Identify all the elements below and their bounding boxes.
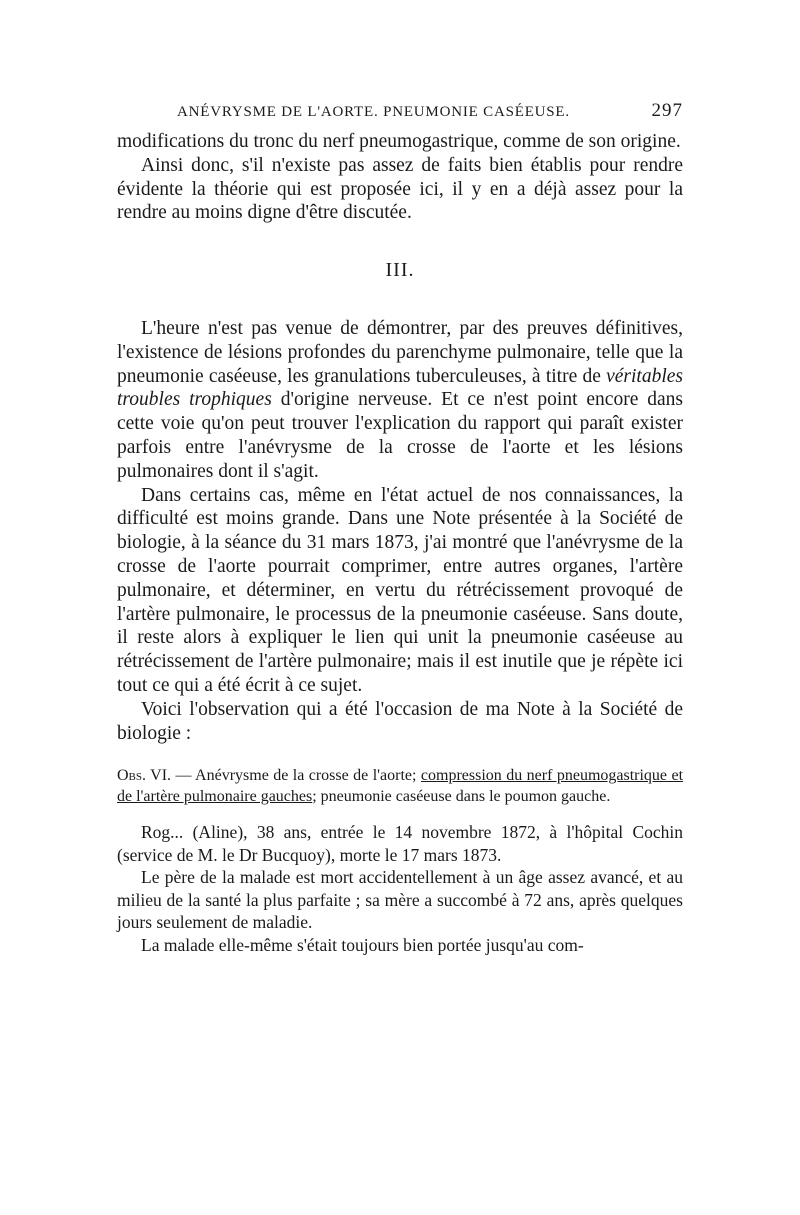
observation-label: Obs. VI. [117, 767, 172, 785]
page-number: 297 [651, 100, 683, 121]
paragraph-1: modifications du tronc du nerf pneumogastrique, comme de son origine. [117, 131, 681, 152]
paragraph-3 [117, 317, 683, 484]
paragraph-2: Ainsi donc, s'il n'existe pas assez de faits bien établis pour rendre évidente la théorie qui est proposée ici, il y en a déjà assez pour la rendre au moins digne d'être discutée. [117, 154, 683, 224]
paragraph-3-end: d'origine nerveuse. Et ce n'est point encore dans cette voie qu'on peut trouver l'explication du rapport qui paraît exister parfois entre l'anévrysme de la crosse de l'aorte et les lésions pulmonaires dont il s'agit. [117, 389, 683, 482]
paragraph-3-emphasis: véritables troubles trophiques [117, 365, 683, 411]
paragraph-5: Voici l'observation qui a été l'occasion de ma Note à la Société de biologie : [117, 698, 683, 744]
book-page [117, 100, 683, 956]
main-text [117, 130, 683, 745]
paragraph-4: Dans certains cas, même en l'état actuel de nos connaissances, la difficulté est moins grande. Dans une Note présentée à la Société de biologie, à la séance du 31 mars 1873, j'ai montré que l'anévrysme de la crosse de l'aorte pourrait comprimer, entre autres organes, l'artère pulmonaire, et déterminer, en vertu du rétrécissement provoqué de l'artère pulmonaire, le processus de la pneumonie caséeuse. Sans doute, il reste alors à expliquer le lien qui unit la pneumonie caséeuse au rétrécissement de l'artère pulmonaire; mais il est inutile que je répète ici tout ce qui a été écrit à ce sujet. [117, 484, 683, 696]
observation-paragraph-3: La malade elle-même s'était toujours bien portée jusqu'au com- [141, 934, 584, 955]
observation-paragraph-1: Rog... (Aline), 38 ans, entrée le 14 novembre 1872, à l'hôpital Cochin (service de M. le Dr Bucquoy), morte le 17 mars 1873. [117, 822, 683, 865]
observation-title-underlined: compression du nerf pneumogastrique et de l'artère pulmonaire gauches [117, 767, 684, 806]
observation-text [117, 821, 683, 956]
observation-title-end: ; pneumonie caséeuse dans le poumon gauche. [312, 788, 611, 806]
paragraph-3-start: L'heure n'est pas venue de démontrer, par des preuves définitives, l'existence de lésions profondes du parenchyme pulmonaire, telle que la pneumonie caséeuse, les granulations tuberculeuses, à titre de [117, 317, 683, 387]
observation-title-start: Anévrysme de la crosse de l'aorte; [195, 767, 421, 785]
observation-dash: — [171, 767, 196, 785]
observation-paragraph-2: Le père de la malade est mort accidentellement à un âge assez avancé, et au milieu de la santé la plus parfaite ; sa mère a succombé à 72 ans, après quelques jours seulement de maladie. [117, 867, 683, 933]
observation-heading [117, 765, 683, 807]
running-header [177, 100, 683, 130]
running-title: ANÉVRYSME DE L'AORTE. PNEUMONIE CASÉEUSE. [177, 104, 570, 120]
section-heading: III. [385, 259, 415, 282]
